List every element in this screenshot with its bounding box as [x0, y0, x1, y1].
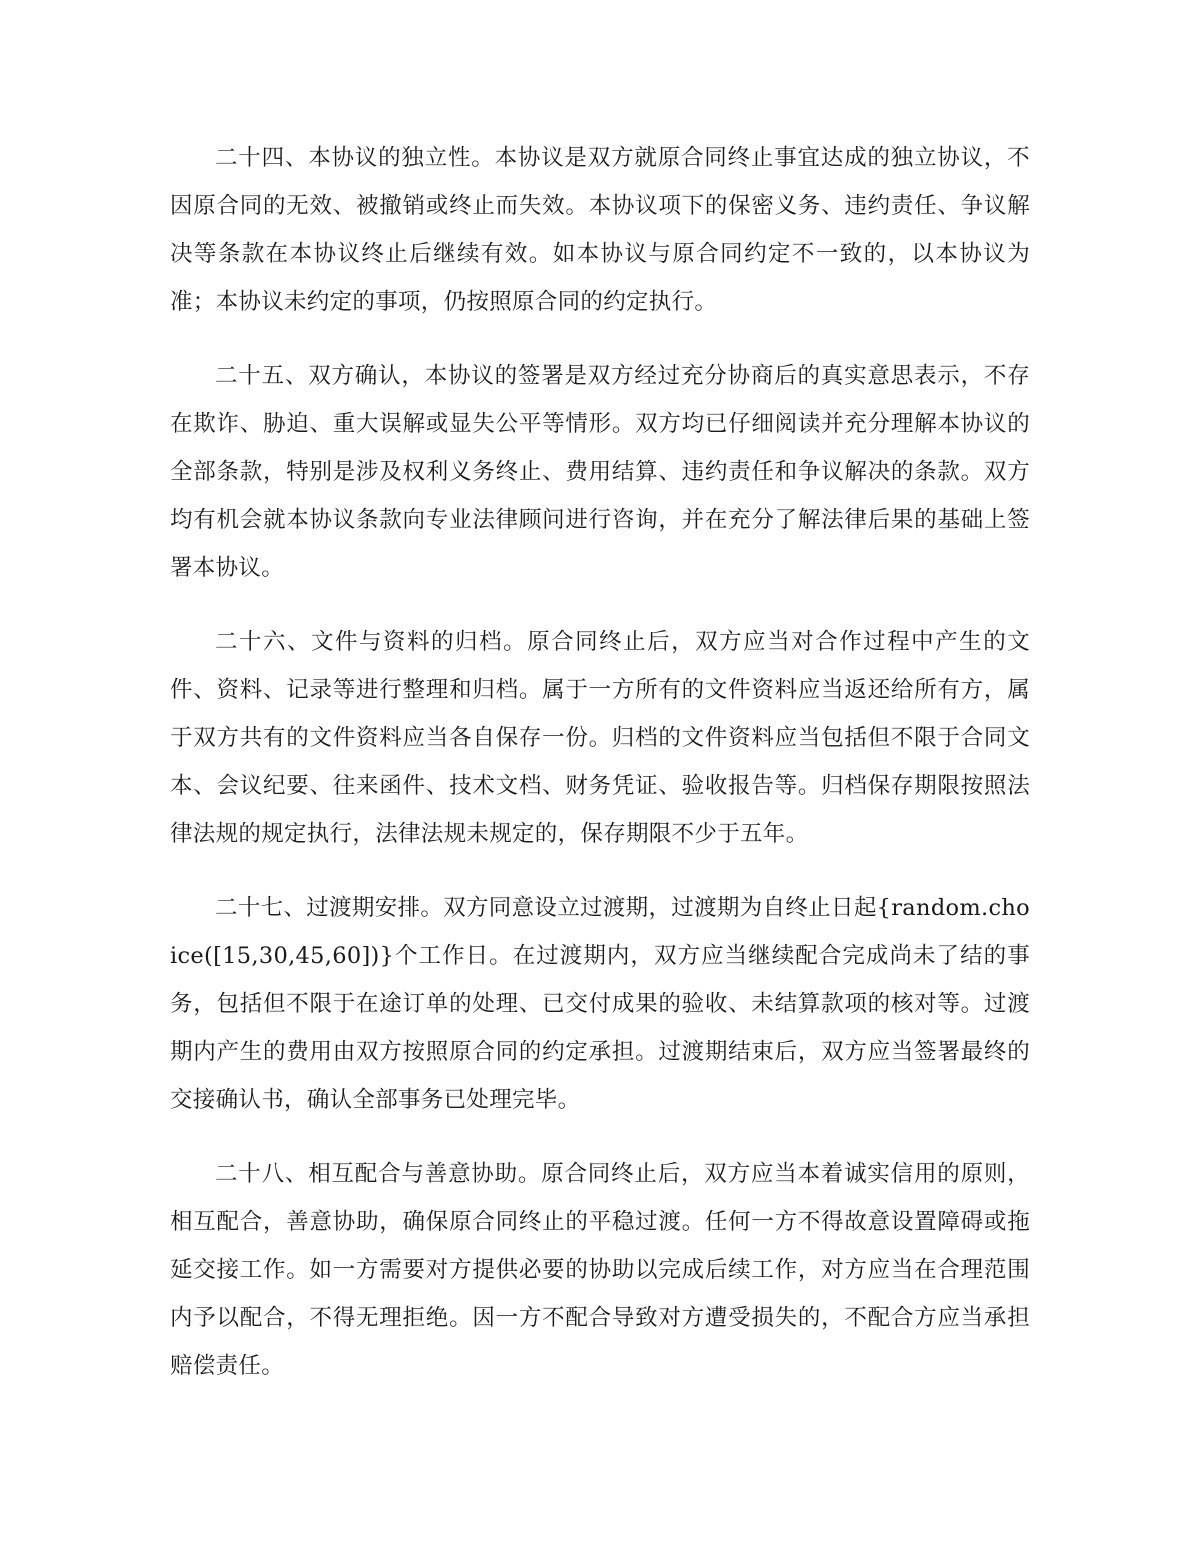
- clause-28-paragraph: 二十八、相互配合与善意协助。原合同终止后，双方应当本着诚实信用的原则，相互配合，善意协助，确保原合同终止的平稳过渡。任何一方不得故意设置障碍或拖延交接工作。如一方需要对方提供必要的协助以完成后续工作，对方应当在合理范围内予以配合，不得无理拒绝。因一方不配合导致对方遭受损失的，不配合方应当承担赔偿责任。: [170, 1161, 1030, 1379]
- document-body: [170, 134, 1030, 1416]
- clause-26-paragraph: 二十六、文件与资料的归档。原合同终止后，双方应当对合作过程中产生的文件、资料、记录等进行整理和归档。属于一方所有的文件资料应当返还给所有方，属于双方共有的文件资料应当各自保存一份。归档的文件资料应当包括但不限于合同文本、会议纪要、往来函件、技术文档、财务凭证、验收报告等。归档保存期限按照法律法规的规定执行，法律法规未规定的，保存期限不少于五年。: [170, 629, 1030, 847]
- clause-27-paragraph: 二十七、过渡期安排。双方同意设立过渡期，过渡期为自终止日起{random.choice([15,30,45,60])}个工作日。在过渡期内，双方应当继续配合完成尚未了结的事务，包括但不限于在途订单的处理、已交付成果的验收、未结算款项的核对等。过渡期内产生的费用由双方按照原合同的约定承担。过渡期结束后，双方应当签署最终的交接确认书，确认全部事务已处理完毕。: [170, 895, 1030, 1113]
- clause-25-paragraph: 二十五、双方确认，本协议的签署是双方经过充分协商后的真实意思表示，不存在欺诈、胁迫、重大误解或显失公平等情形。双方均已仔细阅读并充分理解本协议的全部条款，特别是涉及权利义务终止、费用结算、违约责任和争议解决的条款。双方均有机会就本协议条款向专业法律顾问进行咨询，并在充分了解法律后果的基础上签署本协议。: [170, 363, 1030, 581]
- clause-24-paragraph: 二十四、本协议的独立性。本协议是双方就原合同终止事宜达成的独立协议，不因原合同的无效、被撤销或终止而失效。本协议项下的保密义务、违约责任、争议解决等条款在本协议终止后继续有效。如本协议与原合同约定不一致的，以本协议为准；本协议未约定的事项，仍按照原合同的约定执行。: [170, 145, 1030, 315]
